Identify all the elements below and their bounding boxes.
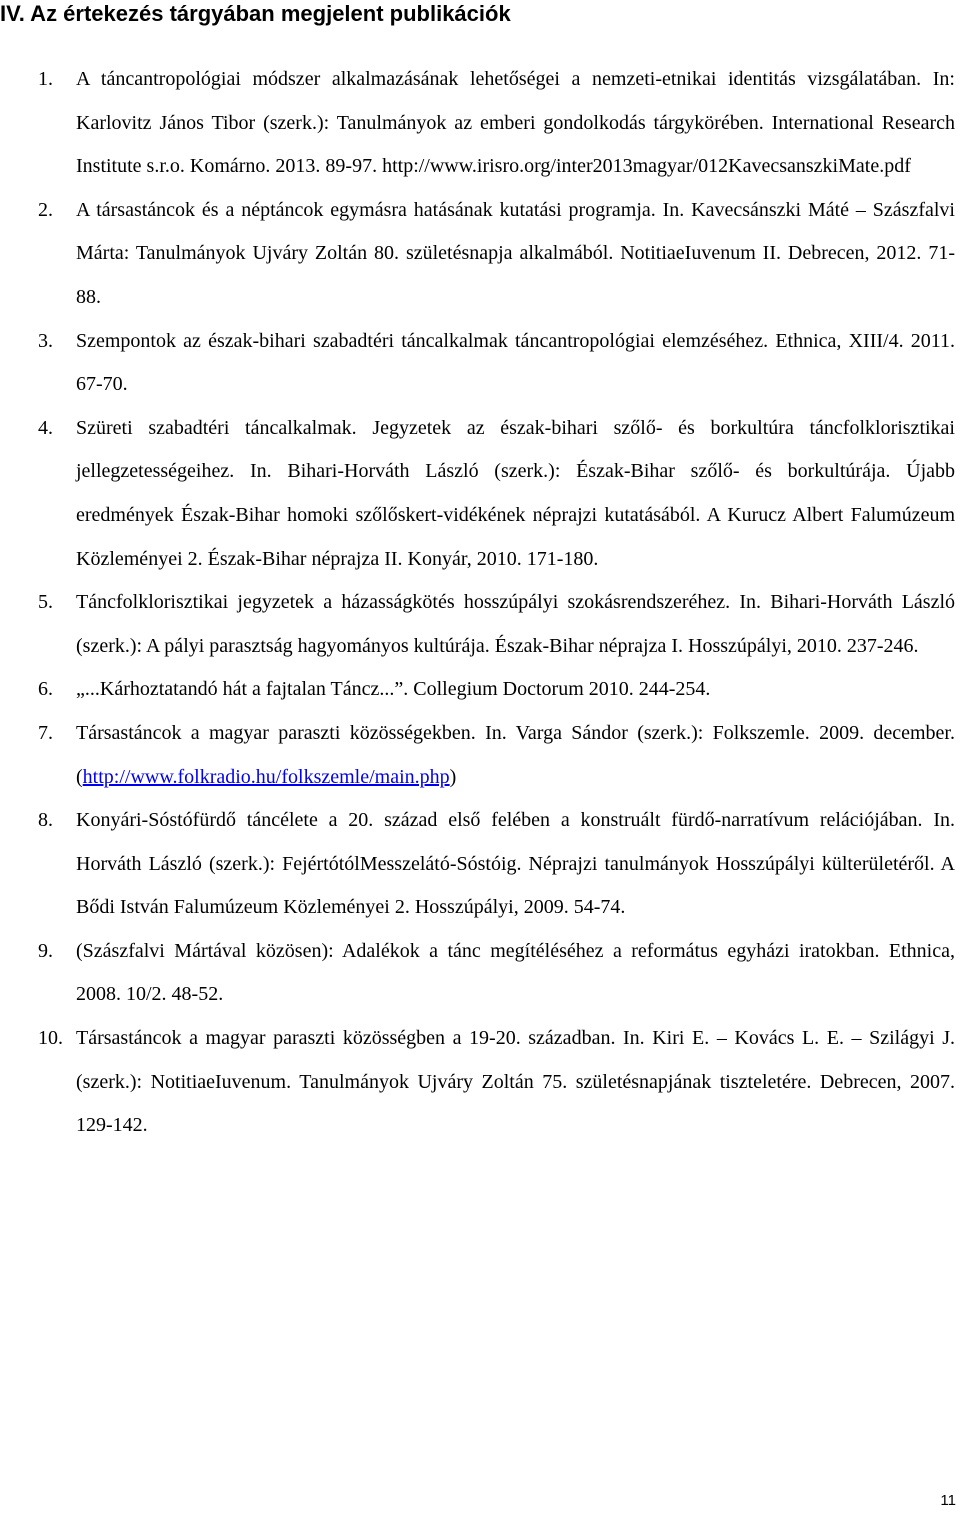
publication-text: Konyári-Sóstófürdő táncélete a 20. század első felében a konstruált fürdő-narratívum relációjában. In. Horváth László (szerk.): FejértótólMesszelátó-Sóstóig. Néprajzi tanulmányok Hosszúpályi külterületéről. A Bődi István Falumúzeum Közleményei 2. Hosszúpályi, 2009. 54-74. [76, 809, 955, 919]
publication-number: 4. [38, 416, 53, 439]
publication-number: 9. [38, 939, 53, 962]
publication-item-5 [0, 581, 960, 668]
publication-item-4 [0, 407, 960, 581]
publication-item-2 [0, 189, 960, 320]
publication-number: 2. [38, 198, 53, 221]
publication-text: Szüreti szabadtéri táncalkalmak. Jegyzetek az észak-bihari szőlő- és borkultúra táncfolklorisztikai jellegzetességeihez. In. Bihari-Horváth László (szerk.): Észak-Bihar szőlő- és borkultúrája. Újabb eredmények Észak-Bihar homoki szőlőskert-vidékének néprajzi kutatásából. A Kurucz Albert Falumúzeum Közleményei 2. Észak-Bihar néprajza II. Konyár, 2010. 171-180. [76, 416, 955, 570]
publication-text [76, 722, 955, 788]
publication-number: 10. [38, 1027, 63, 1050]
section-heading: IV. Az értekezés tárgyában megjelent publikációk [0, 1, 511, 26]
publication-item-3 [0, 320, 960, 407]
publication-text: A társastáncok és a néptáncok egymásra hatásának kutatási programja. In. Kavecsánszki Máté – Szászfalvi Márta: Tanulmányok Ujváry Zoltán 80. születésnapja alkalmából. NotitiaeIuvenum II. Debrecen, 2012. 71-88. [76, 198, 955, 308]
publication-text-before-link: Társastáncok a magyar paraszti közösségekben. In. Varga Sándor (szerk.): Folkszemle. 2009. december. ( [76, 721, 955, 788]
publication-text: (Szászfalvi Mártával közösen): Adalékok a tánc megítéléséhez a református egyházi iratokban. Ethnica, 2008. 10/2. 48-52. [76, 939, 955, 1006]
publication-text: „...Kárhoztatandó hát a fajtalan Táncz...”. Collegium Doctorum 2010. 244-254. [76, 678, 711, 701]
publication-number: 5. [38, 591, 53, 614]
publication-number: 1. [38, 68, 53, 90]
publication-item-9 [0, 930, 960, 1017]
publication-text-after-link: ) [449, 765, 457, 788]
publication-item-8 [0, 799, 960, 930]
publication-item-6 [0, 668, 960, 712]
publication-list [0, 58, 960, 1148]
publication-number: 8. [38, 809, 53, 832]
page-number: 11 [940, 1492, 956, 1509]
publication-text: Szempontok az észak-bihari szabadtéri táncalkalmak táncantropológiai elemzéséhez. Ethnica, XIII/4. 2011. 67-70. [76, 329, 955, 396]
publication-number: 6. [38, 678, 53, 701]
publication-number: 7. [38, 721, 53, 744]
publication-text: Társastáncok a magyar paraszti közösségben a 19-20. században. In. Kiri E. – Kovács L. E. – Szilágyi J. (szerk.): NotitiaeIuvenum. Tanulmányok Ujváry Zoltán 75. születésnapjának tiszteletére. Debrecen, 2007. 129-142. [76, 1027, 955, 1137]
publication-item-7 [0, 712, 960, 799]
publication-text: Táncfolklorisztikai jegyzetek a házasságkötés hosszúpályi szokásrendszeréhez. In. Bihari-Horváth László (szerk.): A pályi parasztság hagyományos kultúrája. Észak-Bihar néprajza I. Hosszúpályi, 2010. 237-246. [76, 591, 955, 657]
publication-text: A táncantropológiai módszer alkalmazásának lehetőségei a nemzeti-etnikai identitás vizsgálatában. In: Karlovitz János Tibor (szerk.): Tanulmányok az emberi gondolkodás tárgykörében. International Research Institute s.r.o. Komárno. 2013. 89-97. http://www.irisro.org/inter2013magyar/012KavecsanszkiMate.pdf [76, 68, 955, 178]
publication-number: 3. [38, 329, 53, 352]
publication-item-1 [0, 58, 960, 189]
publication-item-10 [0, 1017, 960, 1148]
folkszemle-link[interactable]: http://www.folkradio.hu/folkszemle/main.php [82, 765, 450, 788]
